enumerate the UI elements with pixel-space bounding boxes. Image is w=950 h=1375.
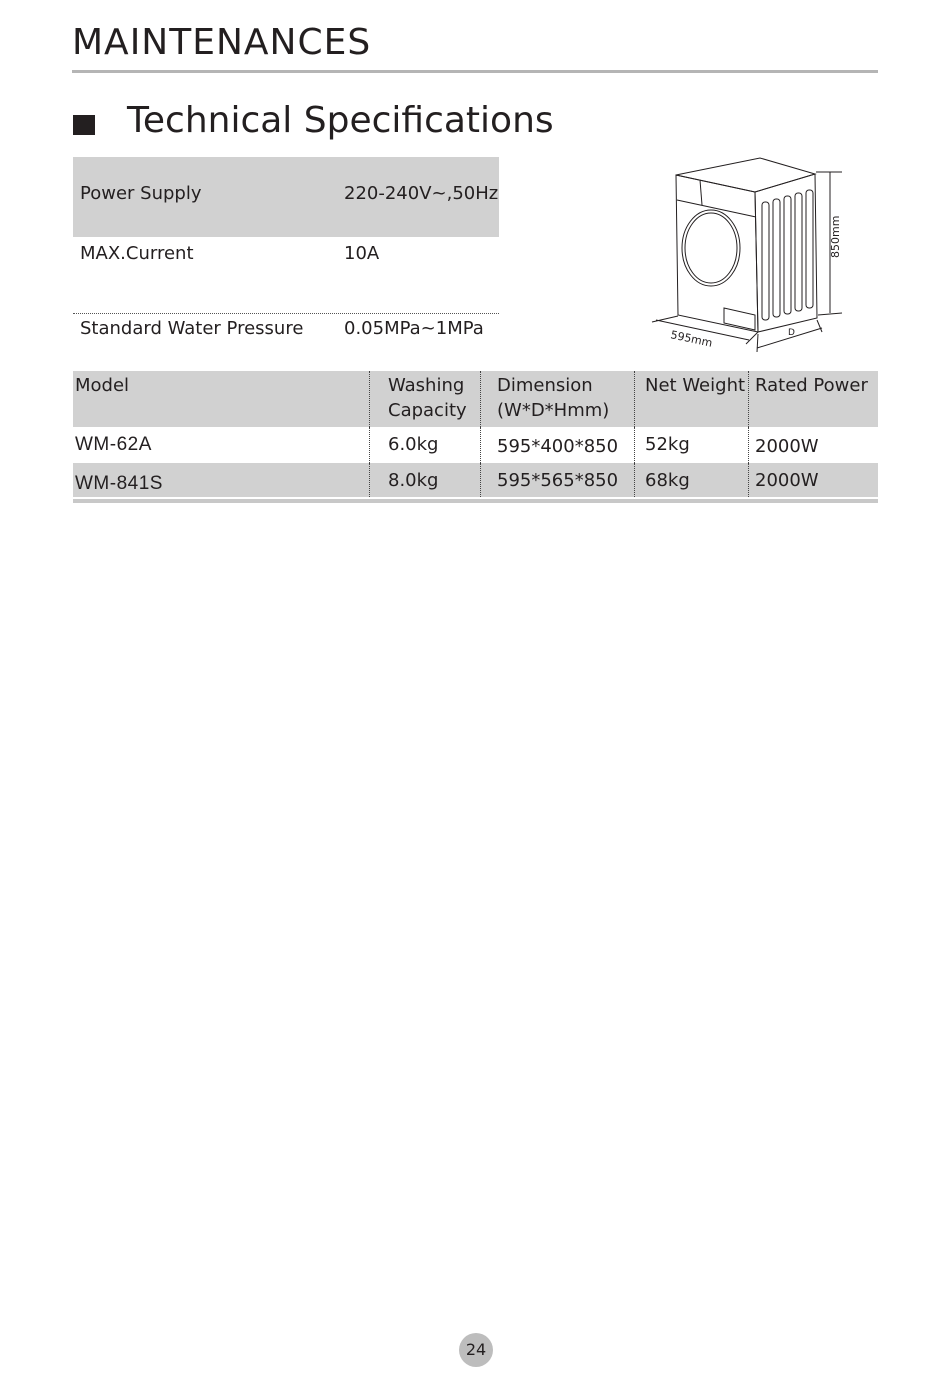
spec-label: MAX.Current xyxy=(80,243,194,264)
width-label: 595mm xyxy=(669,328,714,350)
cell-power: 2000W xyxy=(748,427,878,463)
cell-weight: 52kg xyxy=(634,427,748,463)
section-title: Technical Specifications xyxy=(127,100,554,141)
page-number: 24 xyxy=(459,1333,493,1367)
table-header-row xyxy=(73,371,878,427)
cell-dimension: 595*400*850 xyxy=(480,427,634,463)
header-divider xyxy=(72,70,878,73)
header-power: Rated Power xyxy=(748,371,878,427)
spec-value: 0.05MPa~1MPa xyxy=(344,318,484,339)
section-bullet-square-icon xyxy=(73,115,95,135)
machine-door xyxy=(682,210,740,286)
height-label: 850mm xyxy=(829,215,842,258)
spec-label: Power Supply xyxy=(80,183,202,204)
cell-dimension: 595*565*850 xyxy=(480,463,634,497)
header-capacity xyxy=(369,371,480,427)
table-bottom-divider xyxy=(73,499,878,503)
machine-top-face xyxy=(676,158,815,192)
header-dimension-line2: (W*D*Hmm) xyxy=(497,400,610,421)
washing-machine-dimension-diagram xyxy=(650,150,870,355)
depth-label: D xyxy=(788,328,795,338)
side-panel-ribs xyxy=(762,190,813,320)
cell-model: WM-841S xyxy=(75,473,163,494)
cell-capacity: 8.0kg xyxy=(369,463,480,497)
page-header-title: MAINTENANCES xyxy=(72,22,372,63)
header-dimension-line1: Dimension xyxy=(497,375,593,396)
cell-power: 2000W xyxy=(748,463,878,497)
cell-model: WM-62A xyxy=(75,434,152,455)
cell-weight: 68kg xyxy=(634,463,748,497)
table-row xyxy=(73,427,878,463)
machine-front-face xyxy=(676,175,758,332)
header-model: Model xyxy=(75,375,130,396)
spec-label: Standard Water Pressure xyxy=(80,318,304,339)
spec-row-water-pressure xyxy=(73,314,499,350)
header-capacity-line2: Capacity xyxy=(388,400,467,421)
header-weight: Net Weight xyxy=(634,371,748,427)
table-row xyxy=(73,463,878,497)
spec-row-power-supply xyxy=(73,157,499,237)
cell-capacity: 6.0kg xyxy=(369,427,480,463)
spec-row-max-current xyxy=(73,237,499,314)
models-table xyxy=(73,371,878,497)
spec-value: 10A xyxy=(344,243,380,264)
spec-value: 220-240V~,50Hz xyxy=(344,183,499,204)
header-dimension xyxy=(480,371,634,427)
header-capacity-line1: Washing xyxy=(388,375,465,396)
